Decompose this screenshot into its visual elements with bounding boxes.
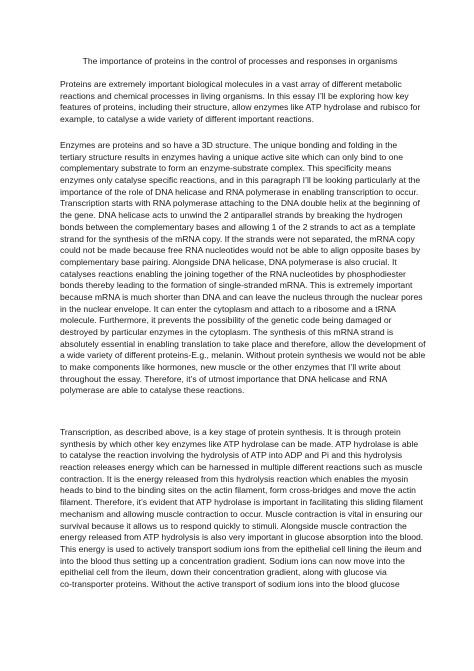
text-line: polymerase are able to catalyse these reactions. [60, 385, 245, 396]
text-line: contraction. It is the energy released from this hydrolysis reaction which enables the myosin [60, 473, 409, 484]
text-line: bonds thereby leading to the formation of single-stranded mRNA. This is extremely important [60, 280, 413, 291]
page-title: The importance of proteins in the control of processes and responses in organisms [82, 56, 398, 66]
paragraph-enzymes-transcription [60, 140, 440, 397]
text-line: features of proteins, including their structure, allow enzymes like ATP hydrolase and rubisco for [60, 102, 421, 113]
text-line: enzymes only catalyse specific reactions, and in this paragraph I’ll be looking particularly at the [60, 175, 421, 186]
text-line: to catalyse the reaction involving the hydrolysis of ATP into ADP and Pi and this hydrolysis [60, 450, 403, 461]
text-line: could not be made because free RNA nucleotides would not be able to align opposite bases by [60, 245, 421, 256]
text-line: reaction releases energy which can be harnessed in multiple different reactions such as muscle [60, 462, 423, 473]
text-line: complementary substrate to form an enzyme-substrate complex. This specificity means [60, 163, 392, 174]
text-line: filament. Therefore, it’s evident that ATP hydrolase is important in facilitating this sliding filament [60, 497, 423, 508]
text-line: molecule. Furthermore, it prevents the possibility of the genetic code being damaged or [60, 315, 392, 326]
text-line: Enzymes are proteins and so have a 3D structure. The unique bonding and folding in the [60, 140, 398, 150]
text-line: Transcription starts with RNA polymerase attaching to the DNA double helix at the beginning of [60, 198, 420, 209]
text-line: example, to catalyse a wide variety of different important reactions. [60, 114, 314, 125]
text-line: survival because it allows us to respond quickly to stimuli. Alongside muscle contraction the [60, 520, 407, 531]
text-line: to make components like hormones, new muscle or the other enzymes that I’ll write about [60, 362, 401, 373]
text-line: destroyed by particular enzymes in the cytoplasm. The synthesis of this mRNA strand is [60, 327, 394, 337]
paragraph-introduction [60, 79, 440, 126]
text-line: reactions and chemical processes in living organisms. In this essay I’ll be exploring how key [60, 90, 409, 101]
text-line: strand for the synthesis of the mRNA copy. If the strands were not separated, the mRNA copy [60, 233, 415, 244]
text-line: Proteins are extremely important biological molecules in a vast array of different metabolic [60, 79, 402, 89]
text-line: Transcription, as described above, is a key stage of protein synthesis. It is through protein [60, 427, 401, 437]
text-line: synthesis by which other key enzymes like ATP hydrolase can be made. ATP hydrolase is able [60, 438, 419, 449]
text-line: throughout the essay. Therefore, it’s of utmost importance that DNA helicase and RNA [60, 373, 388, 384]
text-line: absolutely essential in enabling translation to take place and therefore, allow the development of [60, 338, 426, 349]
text-line: the gene. DNA helicase acts to unwind the 2 antiparallel strands by breaking the hydrogen [60, 210, 403, 221]
text-line: into the blood thus setting up a concentration gradient. Sodium ions can now move into the [60, 555, 405, 566]
text-line: importance of the role of DNA helicase and RNA polymerase in enabling transcription to occur. [60, 186, 419, 197]
text-line: complementary base pairing. Alongside DNA helicase, DNA polymerase is also crucial. It [60, 256, 397, 267]
text-line: bonds between the complementary bases and allowing 1 of the 2 strands to act as a template [60, 221, 416, 232]
text-line: co-transporter proteins. Without the active transport of sodium ions into the blood glucose [60, 578, 400, 589]
text-line: because mRNA is much shorter than DNA and can leave the nucleus through the nuclear pores [60, 291, 423, 302]
text-line: epithelial cell from the ileum, down their concentration gradient, along with glucose via [60, 567, 387, 578]
text-line: tertiary structure results in enzymes having a unique active site which can only bind to one [60, 151, 403, 162]
text-line: in the nuclear envelope. It can enter the cytoplasm and attach to a ribosome and a tRNA [60, 303, 396, 314]
text-line: energy released from ATP hydrolysis is also very important in glucose absorption into the blood. [60, 532, 424, 543]
text-line: heads to bind to the binding sites on the actin filament, form cross-bridges and move the actin [60, 485, 416, 496]
text-line: a wide variety of different proteins-E.g., melanin. Without protein synthesis we would not be able [60, 350, 426, 361]
paragraph-atp-hydrolase [60, 427, 440, 591]
text-line: This energy is used to actively transport sodium ions from the epithelial cell lining the ileum and [60, 543, 422, 554]
text-line: catalyses reactions enabling the joining together of the RNA nucleotides by phosphodiester [60, 268, 406, 279]
text-line: mechanism and allowing muscle contraction to occur. Muscle contraction is vital in ensuring our [60, 508, 423, 519]
